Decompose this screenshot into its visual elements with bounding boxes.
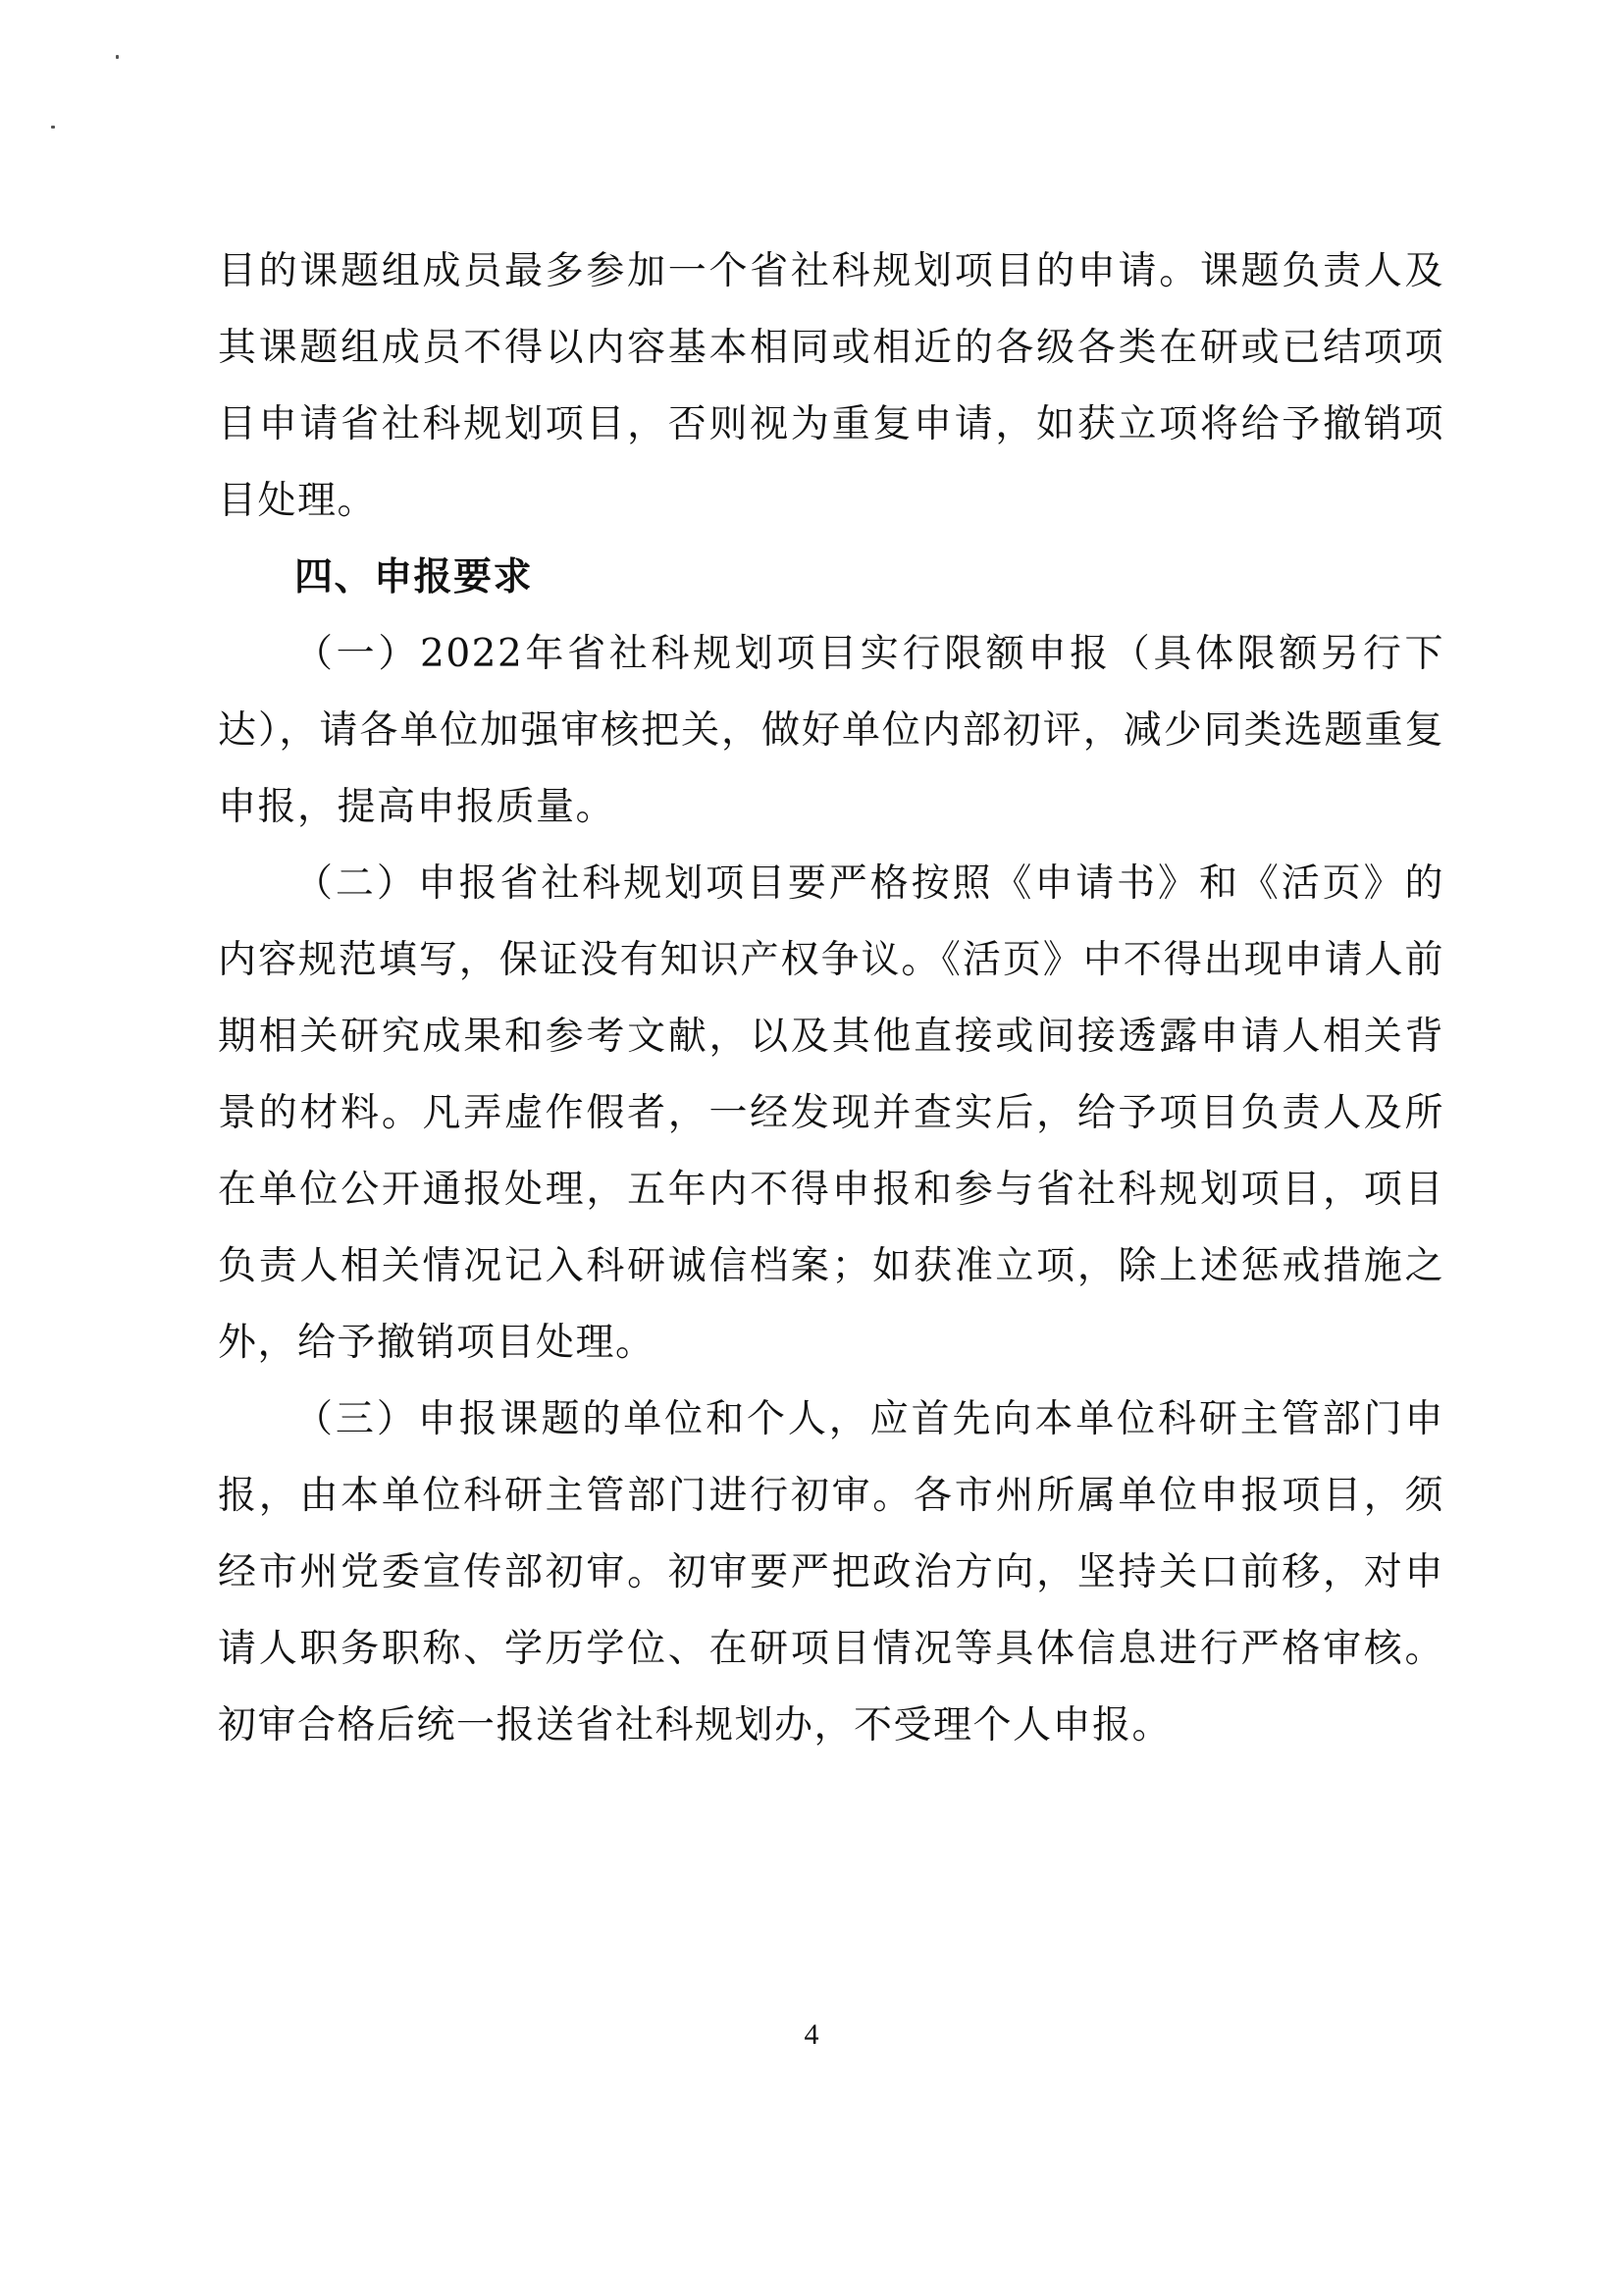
document-body <box>218 234 1444 1764</box>
paragraph-item-1: （一）2022年省社科规划项目实行限额申报（具体限额另行下达），请各单位加强审核把关，做好单位内部初评，减少同类选题重复申报，提高申报质量。 <box>218 632 1444 829</box>
paragraph-continuation: 目的课题组成员最多参加一个省社科规划项目的申请。课题负责人及其课题组成员不得以内容基本相同或相近的各级各类在研或已结项项目申请省社科规划项目，否则视为重复申请，如获立项将给予撤销项目处理。 <box>218 249 1444 523</box>
scan-speck <box>51 126 55 129</box>
paragraph-item-2: （二）申报省社科规划项目要严格按照《申请书》和《活页》的内容规范填写，保证没有知识产权争议。《活页》中不得出现申请人前期相关研究成果和参考文献，以及其他直接或间接透露申请人相关背景的材料。凡弄虚作假者，一经发现并查实后，给予项目负责人及所在单位公开通报处理，五年内不得申报和参与省社科规划项目，项目负责人相关情况记入科研诚信档案；如获准立项，除上述惩戒措施之外，给予撤销项目处理。 <box>218 861 1444 1365</box>
page-number: 4 <box>804 2018 819 2051</box>
section-heading: 四、申报要求 <box>294 555 534 600</box>
scan-speck <box>116 55 119 59</box>
paragraph-item-3: （三）申报课题的单位和个人，应首先向本单位科研主管部门申报，由本单位科研主管部门进行初审。各市州所属单位申报项目，须经市州党委宣传部初审。初审要严把政治方向，坚持关口前移，对申请人职务职称、学历学位、在研项目情况等具体信息进行严格审核。初审合格后统一报送省社科规划办，不受理个人申报。 <box>218 1397 1444 1748</box>
